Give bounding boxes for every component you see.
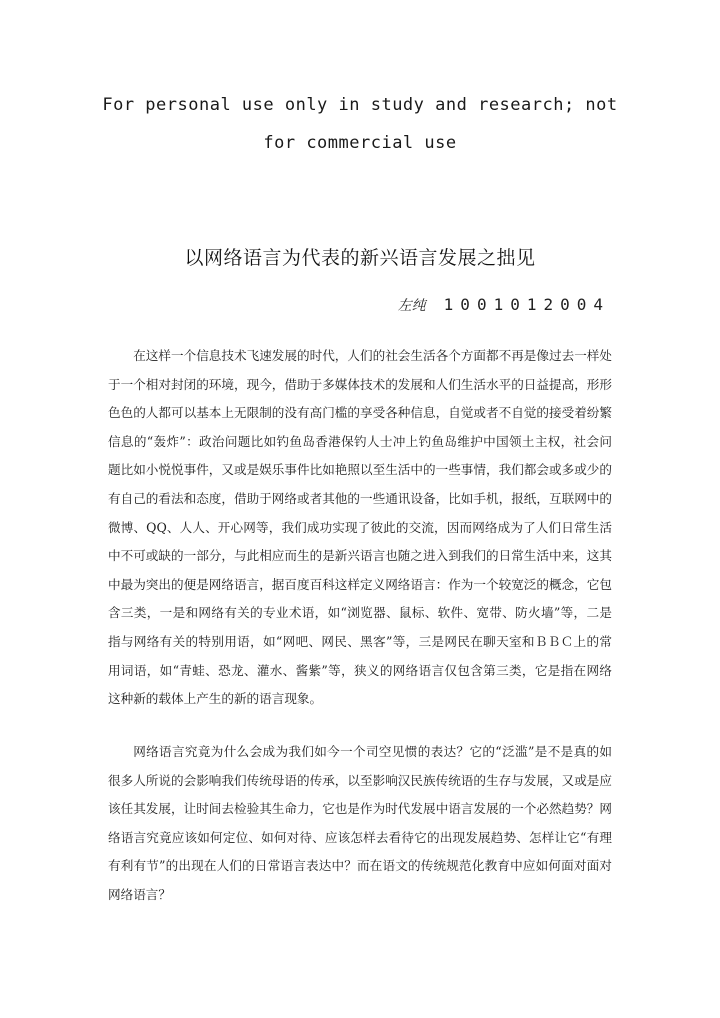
author-name: 左纯 (397, 298, 426, 314)
body-paragraph-1: 在这样一个信息技术飞速发展的时代，人们的社会生活各个方面都不再是像过去一样处于一个相对封闭的环境，现今，借助于多媒体技术的发展和人们生活水平的日益提高，形形色色的人都可以基本上无限制的没有高门槛的享受各种信息，自觉或者不自觉的接受着纷繁信息的“轰炸”：政治问题比如钓鱼岛香港保钓人士冲上钓鱼岛维护中国领土主权，社会问题比如小悦悦事件，又或是娱乐事件比如艳照以至生活中的一些事情，我们都会或多或少的有自己的看法和态度，借助于网络或者其他的一些通讯设备，比如手机，报纸，互联网中的微博、QQ、人人、开心网等，我们成功实现了彼此的交流，因而网络成为了人们日常生活中不可或缺的一部分，与此相应而生的是新兴语言也随之进入到我们的日常生活中来，这其中最为突出的便是网络语言，据百度百科这样定义网络语言：作为一个较宽泛的概念，它包含三类，一是和网络有关的专业术语，如“浏览器、鼠标、软件、宽带、防火墙”等，二是指与网络有关的特别用语，如“网吧、网民、黑客”等，三是网民在聊天室和ＢＢＣ上的常用词语，如“青蛙、恐龙、灌水、酱紫”等，狭义的网络语言仅包含第三类，它是指在网络这种新的载体上产生的新的语言现象。 (108, 348, 612, 707)
usage-notice-line-2: for commercial use (263, 133, 457, 153)
body-paragraph-2: 网络语言究竟为什么会成为我们如今一个司空见惯的表达？它的“泛滥”是不是真的如很多人所说的会影响我们传统母语的传承，以至影响汉民族传统语的生存与发展，又或是应该任其发展，让时间去检验其生命力，它也是作为时代发展中语言发展的一个必然趋势？网络语言究竟应该如何定位、如何对待、应该怎样去看待它的出现发展趋势、怎样让它“有理有利有节”的出现在人们的日常语言表达中？而在语文的传统规范化教育中应如何面对面对网络语言？ (108, 744, 612, 902)
usage-notice-line-1: For personal use only in study and research; not (102, 95, 618, 115)
author-line (398, 295, 610, 315)
student-id: 1001012004 (443, 295, 610, 314)
document-title: 以网络语言为代表的新兴语言发展之拙见 (184, 247, 536, 269)
